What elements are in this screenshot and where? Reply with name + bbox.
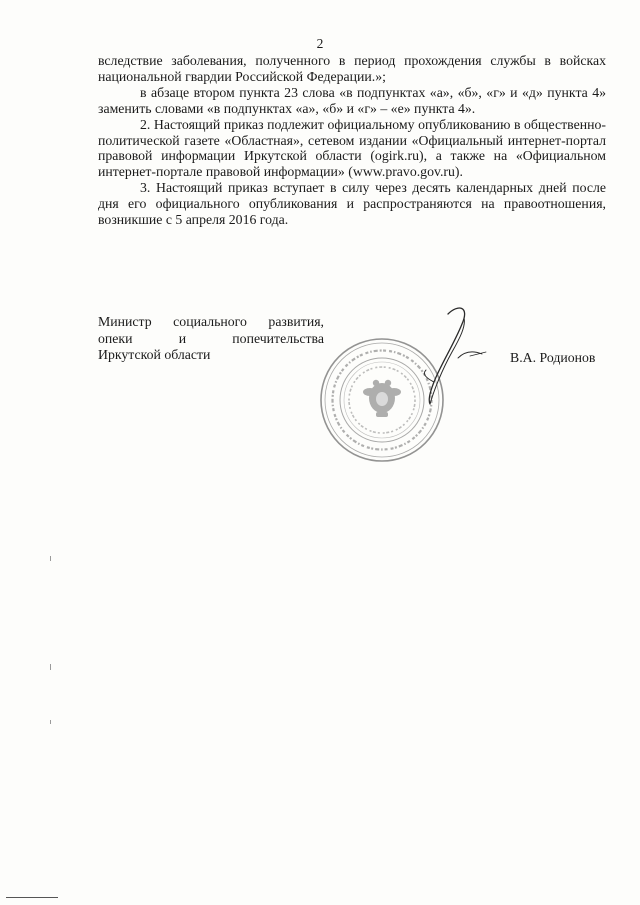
paragraph-publication: 2. Настоящий приказ подлежит официальному опубликованию в общественно-политической газете «Областная», сетевом издании «Официальный интернет-портал правовой информации Иркутской области (ogirk.ru), а также на «Официальном интернет-портале правовой информации» (www.pravo.gov.ru).	[98, 116, 606, 180]
footer-rule	[6, 897, 58, 898]
scan-speck	[50, 664, 51, 670]
position-line: опеки и попечительства	[98, 330, 324, 346]
document-body	[98, 53, 606, 228]
scan-speck	[50, 556, 51, 561]
paragraph-amendment: в абзаце втором пункта 23 слова «в подпунктах «а», «б», «г» и «д» пункта 4» заменить словами «в подпунктах «а», «б» и «г» – «е» пункта 4».	[98, 84, 606, 116]
position-line: Министр социального развития,	[98, 314, 324, 329]
page-number: 2	[316, 36, 324, 51]
signer-name: В.А. Родионов	[510, 350, 596, 365]
signatory-position	[98, 314, 324, 364]
handwritten-signature	[330, 300, 500, 410]
paragraph-effective-date: 3. Настоящий приказ вступает в силу через десять календарных дней после дня его официального опубликования и распространяются на правоотношения, возникшие с 5 апреля 2016 года.	[98, 180, 606, 228]
scan-speck	[50, 720, 51, 724]
paragraph-continuation: вследствие заболевания, полученного в период прохождения службы в войсках национальной гвардии Российской Федерации.»;	[98, 53, 606, 84]
position-line: Иркутской области	[98, 347, 211, 362]
